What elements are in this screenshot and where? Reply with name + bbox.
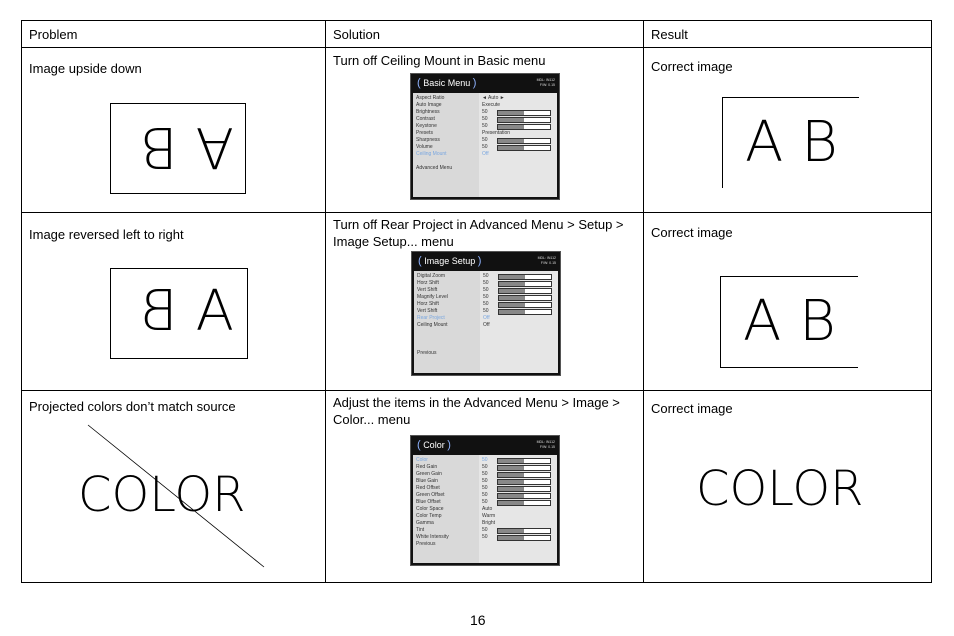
row2-solution-line2: Image Setup... menu: [333, 234, 454, 249]
header-solution: Solution: [326, 21, 644, 48]
row3-result-text: Correct image: [651, 401, 733, 416]
menu-version: MDL: IN112 F/W: 0.15: [536, 78, 555, 87]
row2-solution: [326, 213, 644, 391]
menu-title: ( Basic Menu ): [417, 77, 477, 89]
menu-item-label: Vert Shift: [417, 287, 438, 293]
menu-item-value: Off: [483, 322, 490, 328]
menu-item-label: Auto Image: [416, 102, 442, 108]
menu-item-value: Off: [483, 315, 490, 321]
menu-item-value: 50: [482, 527, 488, 533]
menu-item[interactable]: [413, 123, 557, 130]
menu-item[interactable]: [414, 308, 558, 315]
menu-item-label: Color: [416, 457, 428, 463]
menu-item-label: Ceiling Mount: [416, 151, 447, 157]
slider-fill: [498, 466, 524, 470]
menu-item-label: Digital Zoom: [417, 273, 446, 279]
menu-item-value: 50: [482, 144, 488, 150]
menu-item[interactable]: [414, 343, 558, 350]
row2-problem-text: Image reversed left to right: [29, 227, 184, 242]
row1-solution: [326, 48, 644, 213]
slider-fill: [499, 296, 525, 300]
menu-title-bar: [411, 436, 559, 455]
menu-item-value: 50: [483, 294, 489, 300]
menu-item-label: Brightness: [416, 109, 440, 115]
slider-fill: [498, 139, 524, 143]
menu-item-label: Volume: [416, 144, 433, 150]
menu-body: [414, 271, 558, 373]
menu-item-label: Green Offset: [416, 492, 445, 498]
menu-item[interactable]: [414, 350, 558, 357]
menu-item-label: Gamma: [416, 520, 434, 526]
slider-fill: [498, 459, 524, 463]
menu-item[interactable]: [414, 315, 558, 322]
menu-item-value: Warm: [482, 513, 496, 519]
menu-item[interactable]: [413, 151, 557, 158]
menu-item[interactable]: [413, 506, 557, 513]
menu-item-value: 50: [483, 287, 489, 293]
menu-item[interactable]: [413, 116, 557, 123]
menu-item-value: 50: [482, 471, 488, 477]
row1-result: [644, 48, 932, 213]
row2-problem: [22, 213, 326, 391]
menu-title: ( Image Setup ): [418, 255, 482, 267]
menu-title-bar: [412, 252, 560, 271]
menu-item-value: Bright: [482, 520, 496, 526]
menu-item-value: 50: [482, 464, 488, 470]
row1-result-text: Correct image: [651, 59, 733, 74]
row3-problem-text: Projected colors don’t match source: [29, 399, 236, 414]
menu-item[interactable]: [413, 137, 557, 144]
slider-fill: [498, 501, 524, 505]
menu-item-label: Previous: [417, 350, 437, 356]
menu-item-value: 50: [482, 485, 488, 491]
slider-fill: [498, 146, 524, 150]
mirrored-text: A B: [141, 279, 234, 344]
color-mismatch-text: COLOR: [78, 467, 246, 523]
menu-item-value: Execute: [482, 102, 501, 108]
menu-item[interactable]: [413, 158, 557, 165]
slider-fill: [499, 289, 525, 293]
row2-result: [644, 213, 932, 391]
menu-item[interactable]: [414, 336, 558, 343]
menu-item-label: Horz Shift: [417, 301, 439, 307]
menu-item-value: 50: [483, 301, 489, 307]
menu-item-label: Rear Project: [417, 315, 445, 321]
slider-fill: [498, 118, 524, 122]
row3-solution: [326, 391, 644, 583]
menu-item-value: Off: [482, 151, 489, 157]
row1-problem: [22, 48, 326, 213]
menu-item-value: 50: [482, 534, 488, 540]
menu-item-label: Previous: [416, 541, 436, 547]
menu-item-value: 50: [483, 308, 489, 314]
menu-item[interactable]: [414, 322, 558, 329]
menu-item[interactable]: [414, 294, 558, 301]
slider-fill: [498, 125, 524, 129]
menu-item-label: Keystone: [416, 123, 437, 129]
menu-item-value: 50: [482, 109, 488, 115]
menu-item[interactable]: [414, 329, 558, 336]
correct-text: A B: [743, 289, 836, 354]
menu-item-label: Tint: [416, 527, 425, 533]
row3-problem: [22, 391, 326, 583]
slider-fill: [498, 494, 524, 498]
menu-item[interactable]: [414, 301, 558, 308]
menu-item-label: White Intensity: [416, 534, 449, 540]
menu-item-label: Presets: [416, 130, 433, 136]
menu-item-value: ◄ Auto ►: [482, 95, 505, 101]
row2-solution-line1: Turn off Rear Project in Advanced Menu > Setup >: [333, 217, 624, 232]
menu-item-value: Auto: [482, 506, 493, 512]
menu-body: [413, 93, 557, 197]
correct-text: A B: [745, 110, 838, 175]
menu-item-value: Presentation: [482, 130, 511, 136]
menu-item-label: Magnify Level: [417, 294, 448, 300]
menu-title: ( Color ): [417, 439, 451, 451]
correct-color-text: COLOR: [696, 461, 864, 517]
menu-item-value: 50: [483, 273, 489, 279]
header-result: Result: [644, 21, 932, 48]
menu-item-label: Color Temp: [416, 513, 442, 519]
menu-item-label: Ceiling Mount: [417, 322, 448, 328]
row1-problem-text: Image upside down: [29, 61, 142, 76]
menu-version: MDL: IN112 F/W: 0.15: [536, 440, 555, 449]
page-number: 16: [470, 612, 486, 628]
menu-item-label: Advanced Menu: [416, 165, 453, 171]
slider-fill: [498, 487, 524, 491]
menu-item[interactable]: [414, 273, 558, 280]
slider-fill: [498, 529, 524, 533]
basic-menu-screenshot: [410, 73, 560, 200]
slider-fill: [499, 310, 525, 314]
menu-item[interactable]: [414, 280, 558, 287]
menu-item[interactable]: [413, 165, 557, 172]
menu-version: MDL: IN112 F/W: 0.15: [537, 256, 556, 265]
slider-fill: [498, 480, 524, 484]
menu-item[interactable]: [413, 457, 557, 464]
row3-solution-line2: Color... menu: [333, 412, 411, 427]
menu-item[interactable]: [414, 287, 558, 294]
menu-item[interactable]: [413, 95, 557, 102]
slider-fill: [498, 536, 524, 540]
menu-item[interactable]: [413, 492, 557, 499]
slider-fill: [498, 111, 524, 115]
upside-down-text: A B: [141, 114, 234, 179]
menu-item-label: Sharpness: [416, 137, 440, 143]
menu-item-value: 50: [482, 457, 488, 463]
menu-item-label: Color Space: [416, 506, 444, 512]
menu-item[interactable]: [413, 513, 557, 520]
menu-item-value: 50: [483, 280, 489, 286]
menu-item[interactable]: [413, 485, 557, 492]
image-setup-menu-screenshot: [411, 251, 561, 376]
menu-item[interactable]: [413, 464, 557, 471]
menu-title-bar: [411, 74, 559, 93]
menu-item[interactable]: [413, 130, 557, 137]
troubleshooting-table: [21, 20, 932, 583]
menu-item-label: Blue Gain: [416, 478, 438, 484]
slider-fill: [498, 473, 524, 477]
menu-item-value: 50: [482, 137, 488, 143]
menu-item-label: Green Gain: [416, 471, 442, 477]
menu-item-label: Vert Shift: [417, 308, 438, 314]
row2-result-image: [720, 276, 858, 368]
menu-item-label: Aspect Ratio: [416, 95, 445, 101]
row1-solution-text: Turn off Ceiling Mount in Basic menu: [333, 53, 546, 68]
menu-body: [413, 455, 557, 563]
menu-item-label: Horz Shift: [417, 280, 439, 286]
menu-item[interactable]: [413, 499, 557, 506]
header-problem: Problem: [22, 21, 326, 48]
slider-fill: [499, 282, 525, 286]
row1-result-image: [722, 97, 859, 188]
row3-result: [644, 391, 932, 583]
menu-item-value: 50: [482, 116, 488, 122]
row3-solution-line1: Adjust the items in the Advanced Menu > Image >: [333, 395, 620, 410]
row1-problem-image: [110, 103, 246, 194]
row2-problem-image: [110, 268, 248, 359]
menu-item-label: Blue Offset: [416, 499, 441, 505]
color-menu-screenshot: [410, 435, 560, 566]
slider-fill: [499, 303, 525, 307]
menu-item[interactable]: [413, 109, 557, 116]
menu-item-value: 50: [482, 478, 488, 484]
menu-item-label: Red Gain: [416, 464, 438, 470]
menu-item-value: 50: [482, 123, 488, 129]
row2-result-text: Correct image: [651, 225, 733, 240]
menu-item-label: Contrast: [416, 116, 435, 122]
menu-item[interactable]: [413, 520, 557, 527]
menu-item[interactable]: [413, 102, 557, 109]
menu-item[interactable]: [413, 534, 557, 541]
slider-fill: [499, 275, 525, 279]
menu-item-value: 50: [482, 492, 488, 498]
menu-item[interactable]: [413, 527, 557, 534]
menu-item[interactable]: [413, 541, 557, 548]
menu-item-label: Red Offset: [416, 485, 440, 491]
menu-item[interactable]: [413, 478, 557, 485]
menu-item-value: 50: [482, 499, 488, 505]
menu-item[interactable]: [413, 471, 557, 478]
menu-item[interactable]: [413, 144, 557, 151]
